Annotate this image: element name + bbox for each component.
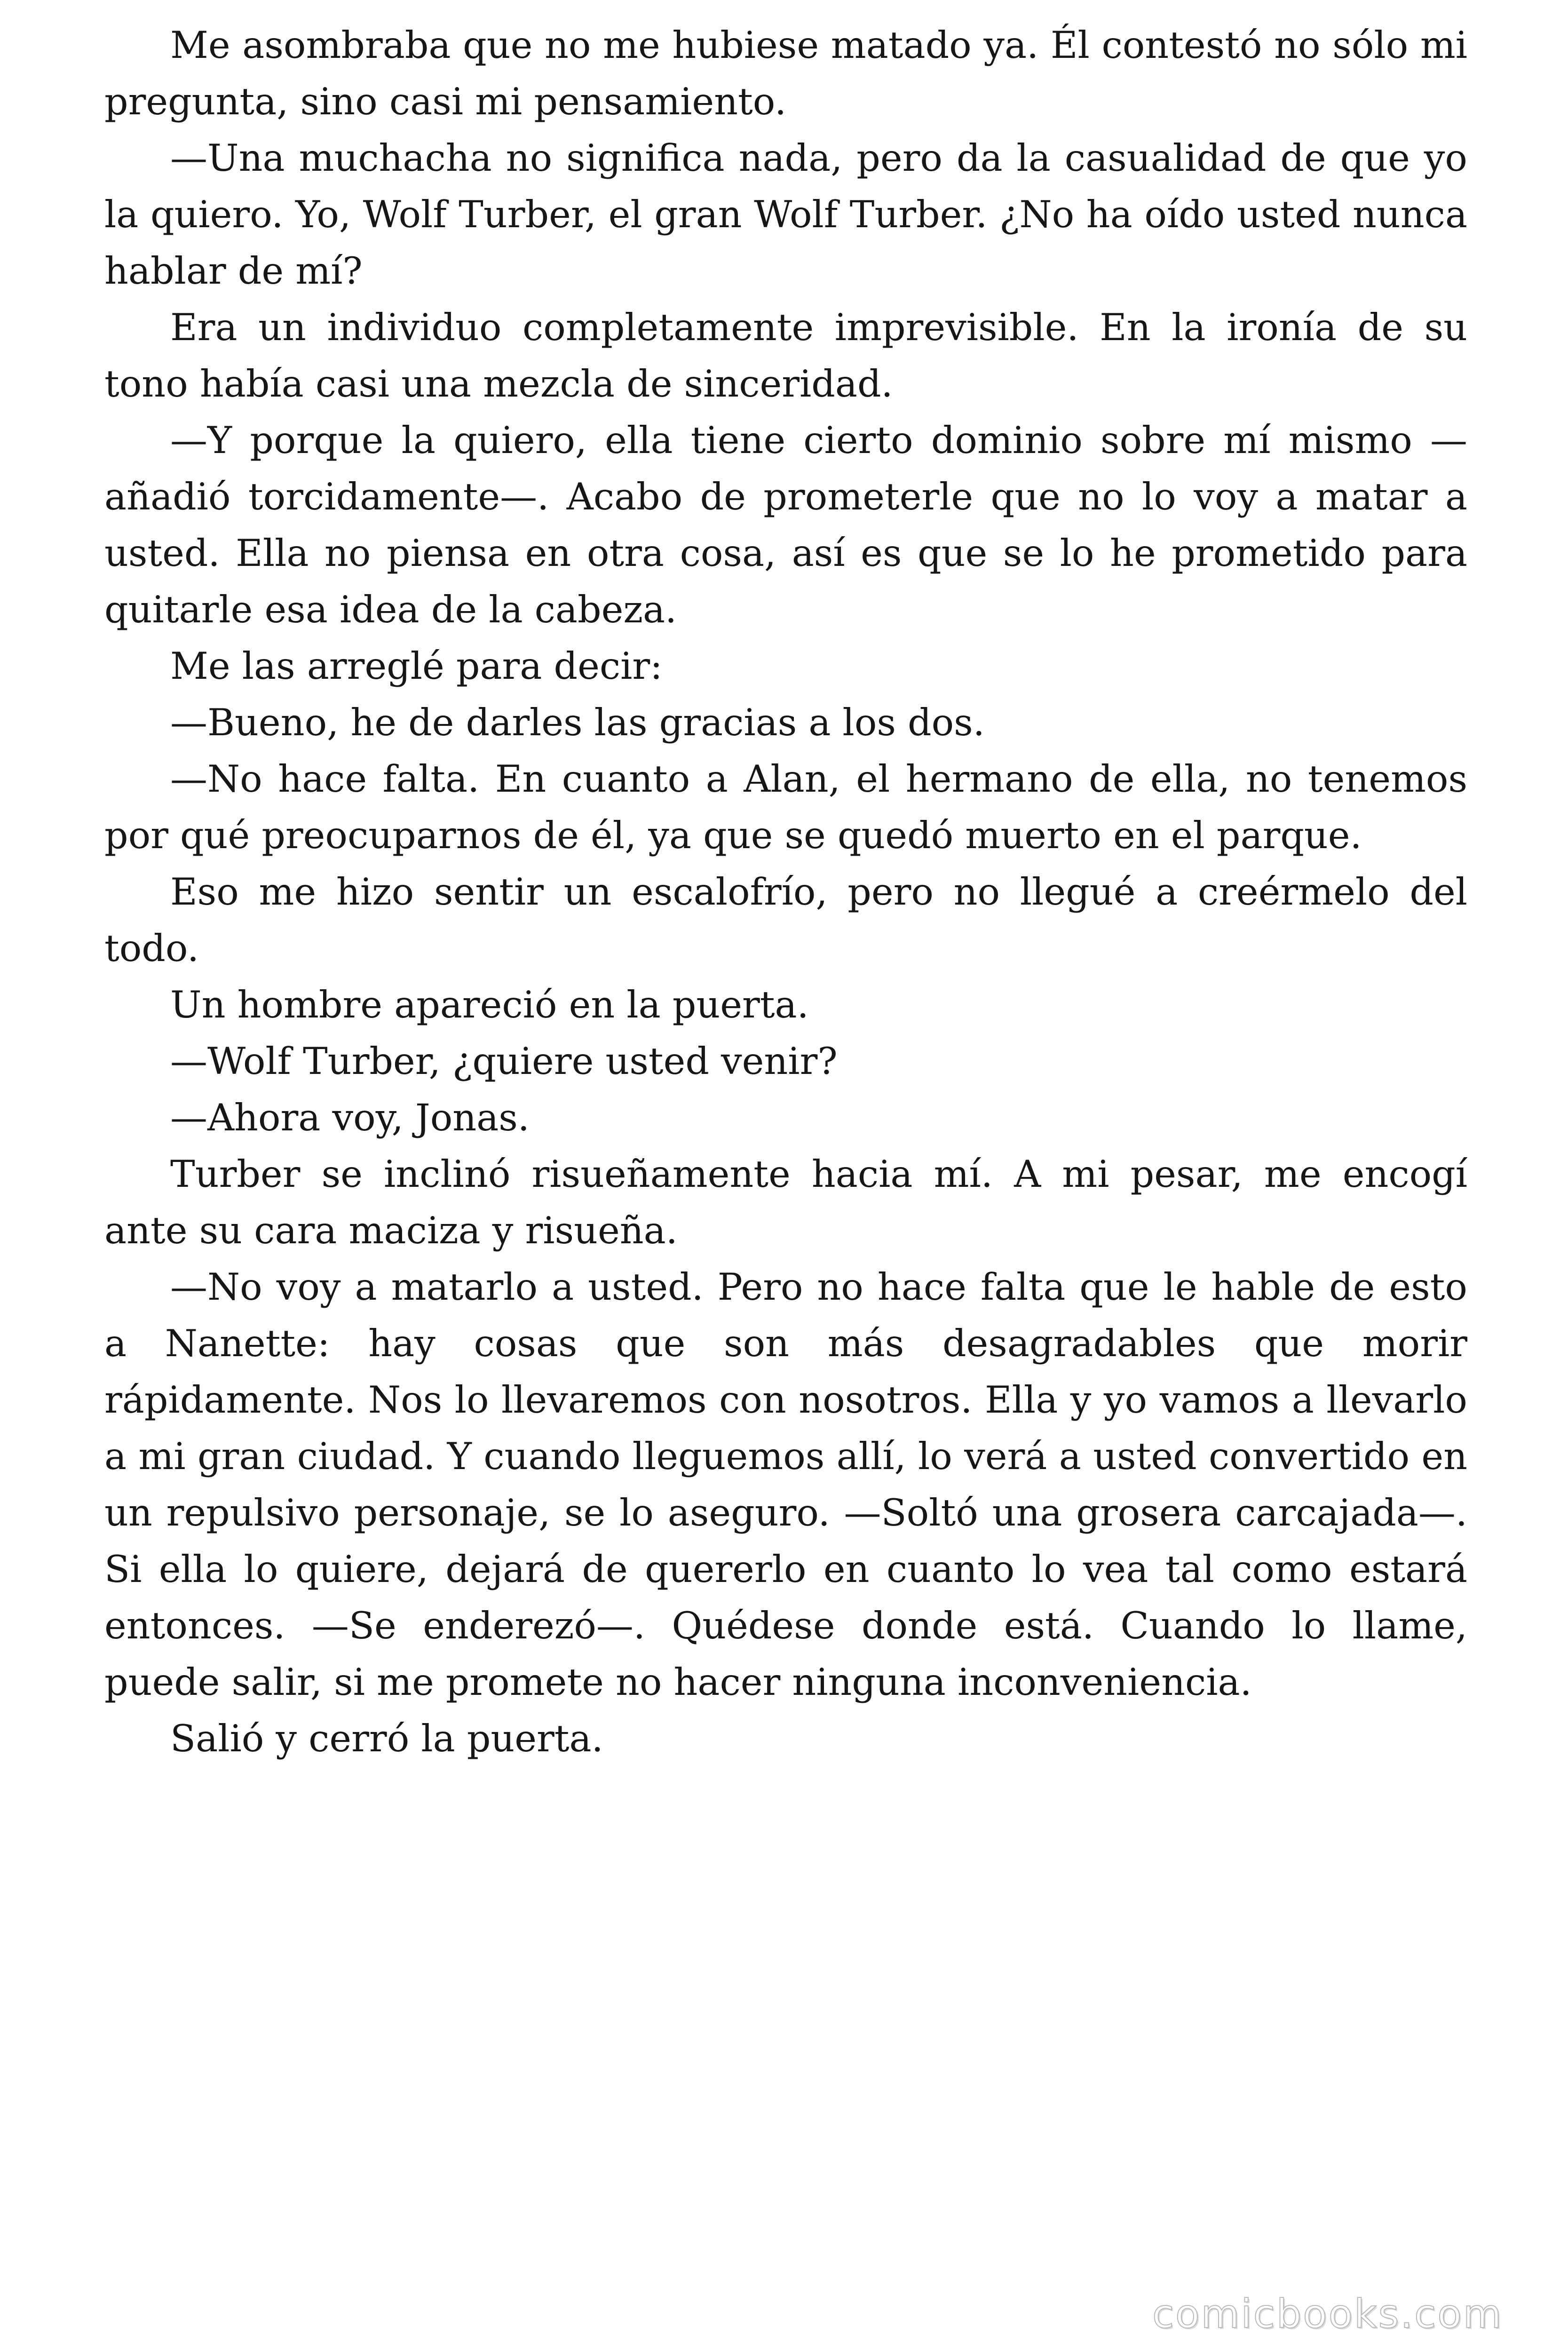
paragraph: —Bueno, he de darles las gracias a los dos. (170, 701, 985, 744)
paragraph: Era un individuo completamente imprevisible. En la ironía de su tono había casi una mezcla de sinceridad. (104, 306, 1467, 405)
paragraph: Me las arreglé para decir: (170, 644, 663, 688)
paragraph: Salió y cerró la puerta. (170, 1717, 603, 1760)
paragraph: —No hace falta. En cuanto a Alan, el hermano de ella, no tenemos por qué preocuparnos de él, ya que se quedó muerto en el parque. (104, 757, 1467, 857)
paragraph: Turber se inclinó risueñamente hacia mí. A mi pesar, me encogí ante su cara maciza y risueña. (104, 1152, 1467, 1252)
paragraph: Me asombraba que no me hubiese matado ya. Él contestó no sólo mi pregunta, sino casi mi pensamiento. (104, 24, 1467, 123)
paragraph: —Una muchacha no significa nada, pero da la casualidad de que yo la quiero. Yo, Wolf Turber, el gran Wolf Turber. ¿No ha oído usted nunca hablar de mí? (104, 136, 1467, 293)
paragraph: —No voy a matarlo a usted. Pero no hace falta que le hable de esto a Nanette: hay cosas que son más desagradables que morir rápidamente. Nos lo llevaremos con nosotros. Ella y yo vamos a llevarlo a mi gran ciudad. Y cuando lleguemos allí, lo verá a usted convertido en un repulsivo personaje, se lo aseguro. —Soltó una grosera carcajada—. Si ella lo quiere, dejará de quererlo en cuanto lo vea tal como estará entonces. —Se enderezó—. Quédese donde está. Cuando lo llame, puede salir, si me promete no hacer ninguna inconveniencia. (104, 1265, 1467, 1704)
page-body-text (104, 17, 1467, 1767)
paragraph: —Y porque la quiero, ella tiene cierto dominio sobre mí mismo — añadió torcidamente—. Acabo de prometerle que no lo voy a matar a usted. Ella no piensa en otra cosa, así es que se lo he prometido para quitarle esa idea de la cabeza. (104, 419, 1467, 631)
paragraph: Eso me hizo sentir un escalofrío, pero no llegué a creérmelo del todo. (104, 870, 1467, 970)
paragraph: —Wolf Turber, ¿quiere usted venir? (170, 1040, 838, 1083)
paragraph: Un hombre apareció en la puerta. (170, 983, 809, 1026)
watermark: comicbooks.com (1152, 2291, 1503, 2337)
paragraph: —Ahora voy, Jonas. (170, 1096, 530, 1139)
